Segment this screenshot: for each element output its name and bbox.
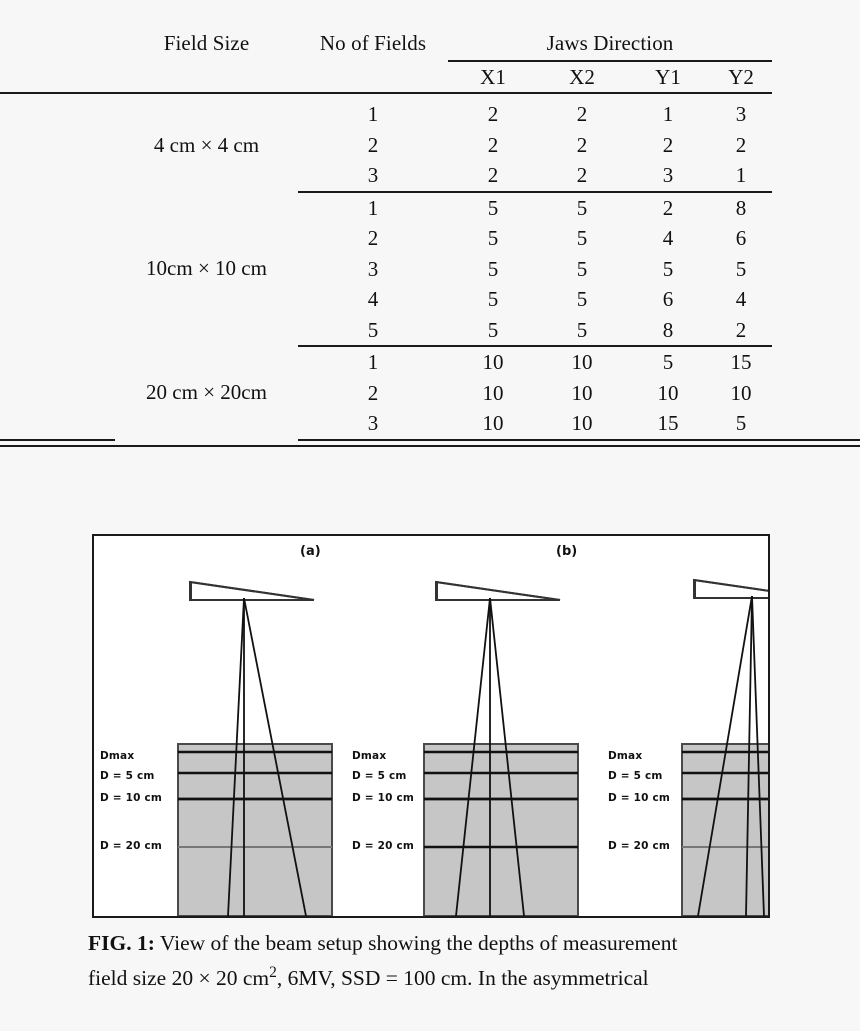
row-spacer-left (0, 130, 115, 161)
row-spacer-left (0, 408, 115, 440)
cell-y1: 2 (662, 132, 674, 157)
cell-x1: 5 (487, 287, 499, 311)
cell-x2: 5 (576, 195, 588, 220)
cell-y2: 2 (710, 315, 772, 347)
cell-x2: 10 (571, 350, 593, 374)
cell-y2: 8 (735, 195, 747, 220)
field-size-label: 10cm × 10 cm (146, 256, 267, 281)
cell-y2: 4 (735, 287, 747, 311)
cell-y1: 6 (662, 287, 674, 311)
depth-label-10cm: D = 10 cm (608, 792, 671, 804)
row-spacer-right (772, 378, 860, 409)
column-header-x1: X1 (448, 61, 538, 93)
row-spacer-right (772, 160, 860, 192)
figure-caption (88, 928, 788, 993)
row-spacer-right (772, 99, 860, 130)
cell-x2: 5 (576, 287, 588, 311)
depth-label-5cm: D = 5 cm (100, 770, 155, 782)
row-spacer-right (772, 408, 860, 440)
header-spacer-left (0, 26, 115, 61)
depth-label-20cm: D = 20 cm (352, 840, 415, 852)
column-header-y1: Y1 (626, 61, 710, 93)
row-spacer-left (0, 160, 115, 192)
bottom-rule-cell (115, 440, 298, 446)
cell-x1: 5 (487, 226, 499, 250)
row-spacer-right (772, 315, 860, 347)
jaws-settings-table (0, 26, 860, 447)
field-size-label: 4 cm × 4 cm (153, 132, 260, 157)
table-header (0, 26, 860, 93)
depth-label-dmax: Dmax (352, 750, 387, 762)
gantry-head-icon (190, 582, 314, 600)
subheader-blank-no-of-fields (298, 61, 448, 93)
depth-label-10cm: D = 10 cm (352, 792, 415, 804)
subheader-blank-field-size (115, 61, 298, 93)
depth-label-5cm: D = 5 cm (608, 770, 663, 782)
header-spacer-right (772, 26, 860, 61)
depth-label-5cm: D = 5 cm (352, 770, 407, 782)
bottom-rule-cell (538, 440, 626, 446)
cell-x1: 2 (487, 132, 499, 157)
cell-no-of-fields: 1 (367, 102, 379, 126)
caption-line-2-pre: field size 20 × 20 cm (88, 966, 270, 991)
row-spacer-left (0, 315, 115, 347)
bottom-rule-cell (626, 440, 710, 446)
field-size-label: 20 cm × 20cm (146, 380, 267, 405)
bottom-rule-cell (0, 440, 115, 446)
gantry-head-icon (694, 580, 770, 598)
row-spacer-right (772, 192, 860, 224)
column-header-jaws-direction: Jaws Direction (448, 26, 772, 61)
cell-x1: 5 (487, 256, 499, 281)
cell-y2: 3 (735, 102, 747, 126)
panel-c-diagram (606, 536, 770, 916)
panel-b-diagram (350, 536, 602, 916)
caption-figure-number: FIG. 1: (88, 931, 155, 955)
cell-x1: 2 (487, 102, 499, 126)
depth-label-10cm: D = 10 cm (100, 792, 163, 804)
cell-y2: 6 (735, 226, 747, 250)
cell-x2: 10 (538, 408, 626, 440)
cell-x2: 5 (576, 226, 588, 250)
cell-y2: 5 (735, 256, 747, 281)
cell-y1: 5 (662, 256, 674, 281)
cell-no-of-fields: 2 (367, 132, 379, 157)
cell-x1: 2 (448, 160, 538, 192)
cell-y2: 15 (730, 350, 752, 374)
figure-panel-b (350, 536, 602, 916)
table-row (0, 99, 860, 130)
table-row (0, 192, 860, 224)
cell-no-of-fields: 3 (298, 408, 448, 440)
column-header-x2: X2 (538, 61, 626, 93)
row-spacer-left (0, 223, 115, 254)
cell-y1: 10 (657, 380, 679, 405)
cell-no-of-fields: 3 (367, 256, 379, 281)
row-spacer-left (0, 378, 115, 409)
column-header-no-of-fields: No of Fields (319, 31, 427, 55)
cell-x2: 10 (571, 380, 593, 405)
depth-label-dmax: Dmax (100, 750, 135, 762)
cell-no-of-fields: 5 (298, 315, 448, 347)
row-spacer-left (0, 346, 115, 378)
caption-line-1: View of the beam setup showing the depths of measurement (154, 931, 678, 955)
beam-setup-figure (92, 534, 770, 918)
cell-y1: 1 (662, 102, 674, 126)
cell-x2: 2 (538, 160, 626, 192)
cell-x1: 10 (482, 350, 504, 374)
panel-a-diagram (94, 536, 346, 916)
cell-no-of-fields: 1 (367, 195, 379, 220)
depth-label-dmax: Dmax (608, 750, 643, 762)
table-body (0, 93, 860, 446)
cell-x2: 5 (538, 315, 626, 347)
subheader-spacer-right (772, 61, 860, 93)
header-row-main (0, 26, 860, 61)
header-row-sub (0, 61, 860, 93)
cell-x1: 5 (448, 315, 538, 347)
depth-label-20cm: D = 20 cm (608, 840, 671, 852)
cell-y2: 2 (735, 132, 747, 157)
cell-y1: 5 (662, 350, 674, 374)
cell-x1: 10 (482, 380, 504, 405)
cell-no-of-fields: 2 (367, 380, 379, 405)
row-spacer-right (772, 223, 860, 254)
phantom-block (682, 744, 770, 916)
cell-x2: 5 (576, 256, 588, 281)
table-row (0, 346, 860, 378)
table-bottom-double-rule (0, 440, 860, 446)
figure-panel-a (94, 536, 346, 916)
row-spacer-right (772, 130, 860, 161)
cell-x1: 10 (448, 408, 538, 440)
phantom-block (178, 744, 332, 916)
column-header-y2: Y2 (710, 61, 772, 93)
caption-line-2-superscript: 2 (269, 964, 277, 981)
bottom-rule-cell (448, 440, 538, 446)
figure-panel-c (606, 536, 770, 916)
row-spacer-right (772, 284, 860, 315)
cell-y1: 3 (626, 160, 710, 192)
panel-a-label: (a) (300, 544, 321, 559)
row-spacer-right (772, 254, 860, 285)
cell-y1: 15 (626, 408, 710, 440)
row-spacer-left (0, 99, 115, 130)
bottom-rule-cell (710, 440, 772, 446)
cell-y1: 4 (662, 226, 674, 250)
phantom-block (424, 744, 578, 916)
cell-y2: 5 (710, 408, 772, 440)
cell-no-of-fields: 4 (367, 287, 379, 311)
column-header-field-size: Field Size (163, 31, 250, 55)
cell-no-of-fields: 2 (367, 226, 379, 250)
cell-no-of-fields: 1 (367, 350, 379, 374)
row-spacer-left (0, 284, 115, 315)
row-spacer-right (772, 346, 860, 378)
cell-no-of-fields: 3 (298, 160, 448, 192)
depth-label-20cm: D = 20 cm (100, 840, 163, 852)
row-spacer-left (0, 192, 115, 224)
cell-y2: 1 (710, 160, 772, 192)
subheader-spacer-left (0, 61, 115, 93)
cell-x2: 2 (576, 102, 588, 126)
jaws-settings-table-container (0, 0, 860, 447)
panel-b-label: (b) (556, 544, 578, 559)
cell-y2: 10 (730, 380, 752, 405)
cell-y1: 8 (626, 315, 710, 347)
row-spacer-left (0, 254, 115, 285)
bottom-rule-cell (298, 440, 448, 446)
caption-line-2-post: , 6MV, SSD = 100 cm. In the asymmetrical (276, 966, 649, 991)
cell-x2: 2 (576, 132, 588, 157)
gantry-head-icon (436, 582, 560, 600)
cell-x1: 5 (487, 195, 499, 220)
cell-y1: 2 (662, 195, 674, 220)
bottom-rule-cell (772, 440, 860, 446)
